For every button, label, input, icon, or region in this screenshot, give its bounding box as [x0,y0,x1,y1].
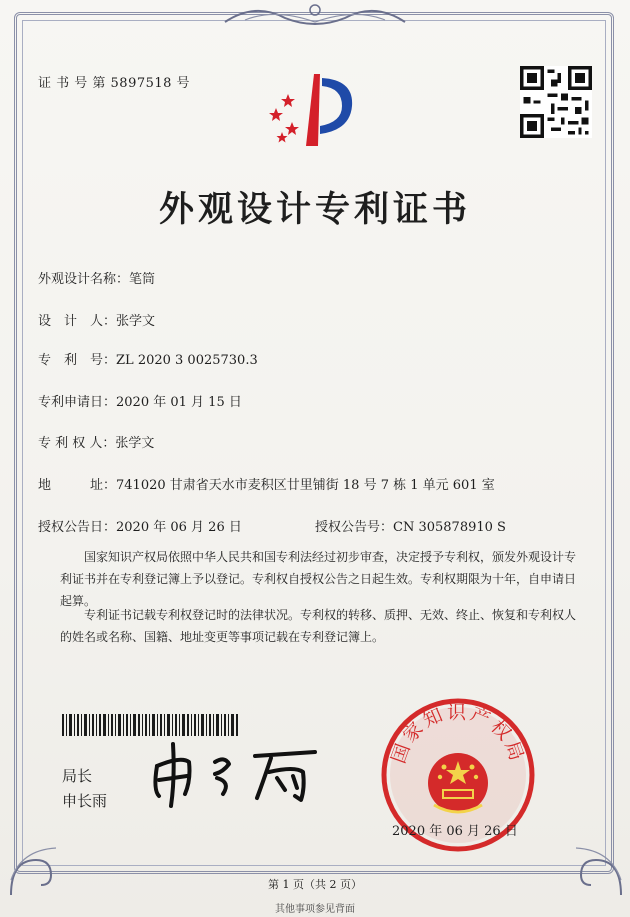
patentee-label: 专 利 权 人： [38,436,116,451]
address-label: 地 址： [38,478,117,493]
patent-number-label: 专 利 号： [38,353,117,368]
director-name: 申长雨 [62,792,108,810]
address-value: 741020 甘肃省天水市麦积区廿里铺街 18 号 7 栋 1 单元 601 室 [116,478,495,493]
barcode [62,714,238,736]
patent-number-row [38,349,258,368]
patentee-row [38,432,154,451]
legal-status-paragraph: 专利证书记载专利权登记时的法律状况。专利权的转移、质押、无效、终止、恢复和专利权人的姓名或名称、国籍、地址变更等事项记载在专利登记簿上。 [60,608,577,644]
designer-label: 设 计 人： [38,314,117,329]
design-name-label: 外观设计名称： [38,272,130,287]
design-name-row [38,268,155,287]
grant-date-label: 授权公告日： [38,520,117,535]
seal-text: 国家知识产权局 [387,701,529,767]
patentee-value: 张学文 [115,436,155,451]
design-name-value: 笔筒 [129,272,156,287]
grant-number-row [315,516,506,535]
certificate-title: 外观设计专利证书 [158,189,471,230]
page-number: 第 1 页（共 2 页） [268,878,362,891]
cnipa-logo [262,68,358,150]
seal-date: 2020 年 06 月 26 日 [392,824,518,839]
address-row [38,474,495,493]
designer-row [38,310,155,329]
director-title: 局长 [62,767,93,785]
filing-date-label: 专利申请日： [38,395,117,410]
qr-code [520,66,592,138]
certificate-number: 证 书 号 第 5897518 号 [38,76,191,91]
footer-note: 其他事项参见背面 [275,904,355,915]
grant-date-row [38,516,242,535]
grant-statement-paragraph: 国家知识产权局依照中华人民共和国专利法经过初步审查，决定授予专利权，颁发外观设计专利证书并在专利登记簿上予以登记。专利权自授权公告之日起生效。专利权期限为十年，自申请日起算。 [60,550,577,608]
patent-number-value: ZL 2020 3 0025730.3 [116,353,258,368]
handwritten-signature [145,738,335,808]
designer-value: 张学文 [116,314,156,329]
grant-date-value: 2020 年 06 月 26 日 [116,520,242,535]
top-ornament [215,0,415,30]
grant-number-label: 授权公告号： [315,520,394,535]
filing-date-row [38,391,242,410]
grant-number-value: CN 305878910 S [393,520,506,535]
filing-date-value: 2020 年 01 月 15 日 [116,395,242,410]
